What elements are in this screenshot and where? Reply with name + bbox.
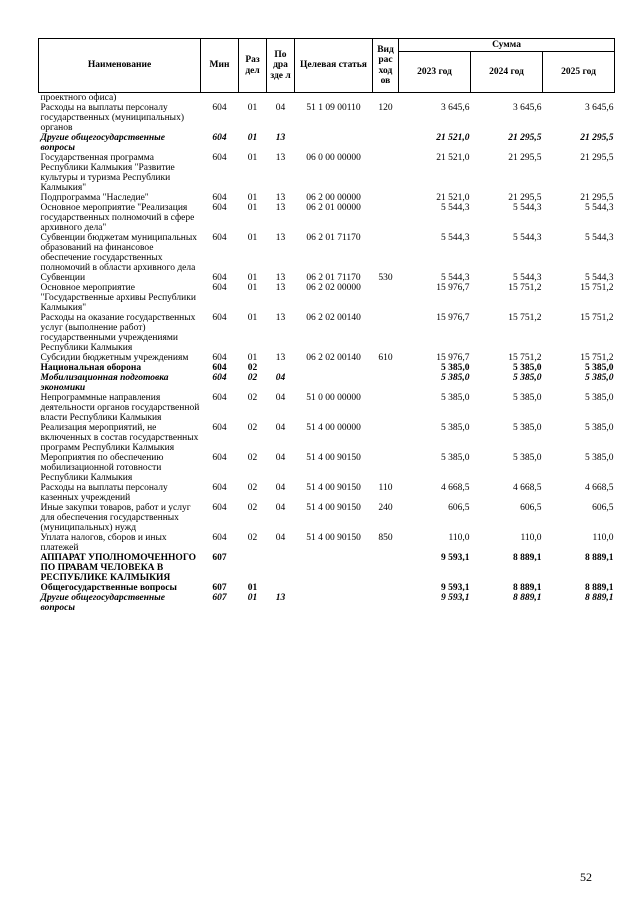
row-sum-2025: 8 889,1 <box>585 583 614 593</box>
row-sum-2024: 5 544,3 <box>513 233 542 243</box>
header-section: Раз дел <box>239 39 267 93</box>
row-sum-2024: 5 544,3 <box>513 203 542 213</box>
row-sum-2025: 5 385,0 <box>585 423 614 433</box>
row-section: 02 <box>247 483 258 493</box>
row-sum-2024: 3 645,6 <box>513 103 542 113</box>
row-exp-type <box>373 153 399 193</box>
row-name: Субсидии бюджетным учреждениям <box>40 353 189 363</box>
table-row <box>39 533 615 553</box>
row-target: 51 4 00 90150 <box>306 503 361 513</box>
row-target: 06 2 02 00140 <box>306 353 361 363</box>
row-sum-2023: 110,0 <box>448 533 470 543</box>
row-section: 01 <box>247 153 258 163</box>
header-year-2023: 2023 год <box>399 52 471 93</box>
row-subsection: 04 <box>275 423 286 433</box>
table-row <box>39 423 615 453</box>
row-exp-type: 850 <box>378 533 393 543</box>
row-sum-2025: 15 751,2 <box>580 283 614 293</box>
row-sum-2023: 4 668,5 <box>441 483 470 493</box>
table-row <box>39 153 615 193</box>
row-name: Расходы на оказание государственных услуг (выполнение работ) государственными учреждениями Республики Калмыкия <box>40 313 196 353</box>
row-subsection: 04 <box>275 453 286 463</box>
row-min: 604 <box>212 193 227 203</box>
header-subsection: По дра зде л <box>267 39 295 93</box>
row-name: Другие общегосударственные вопросы <box>40 593 165 613</box>
row-section <box>239 553 267 583</box>
row-target: 51 1 09 00110 <box>306 103 361 113</box>
row-exp-type <box>373 93 399 104</box>
row-sum-2024: 15 751,2 <box>508 313 542 323</box>
row-sum-2023: 15 976,7 <box>436 313 470 323</box>
row-min: 604 <box>212 203 227 213</box>
row-sum-2025: 5 385,0 <box>585 373 614 383</box>
row-sum-2025: 5 544,3 <box>585 203 614 213</box>
row-exp-type <box>373 423 399 453</box>
row-sum-2024: 15 751,2 <box>508 283 542 293</box>
row-sum-2025: 5 385,0 <box>585 363 614 373</box>
row-section: 01 <box>247 233 258 243</box>
row-sum-2023: 5 385,0 <box>441 363 470 373</box>
table-row <box>39 363 615 373</box>
row-section <box>239 93 267 104</box>
row-min: 604 <box>212 283 227 293</box>
row-target <box>295 373 373 393</box>
row-sum-2023: 15 976,7 <box>436 283 470 293</box>
row-sum-2025 <box>543 93 615 104</box>
row-min: 604 <box>212 313 227 323</box>
row-sum-2025: 15 751,2 <box>580 313 614 323</box>
row-target: 51 0 00 00000 <box>306 393 361 403</box>
row-name: Уплата налогов, сборов и иных платежей <box>40 533 167 553</box>
row-sum-2024: 15 751,2 <box>508 353 542 363</box>
row-subsection: 13 <box>275 593 286 603</box>
row-target: 51 4 00 00000 <box>306 423 361 433</box>
row-sum-2024: 606,5 <box>520 503 542 513</box>
row-sum-2023: 15 976,7 <box>436 353 470 363</box>
row-exp-type <box>373 193 399 203</box>
row-exp-type <box>373 133 399 153</box>
table-row <box>39 133 615 153</box>
row-sum-2025: 3 645,6 <box>585 103 614 113</box>
row-min: 604 <box>212 103 227 113</box>
header-name: Наименование <box>39 39 201 93</box>
row-name: проектного офиса) <box>40 93 117 103</box>
row-subsection: 13 <box>275 353 286 363</box>
row-sum-2024: 21 295,5 <box>508 193 542 203</box>
header-sum: Сумма <box>399 39 615 52</box>
row-exp-type <box>373 453 399 483</box>
row-sum-2025: 5 385,0 <box>585 453 614 463</box>
row-sum-2023: 3 645,6 <box>441 103 470 113</box>
row-target: 51 4 00 90150 <box>306 533 361 543</box>
row-section: 01 <box>247 193 258 203</box>
row-section: 01 <box>247 313 258 323</box>
row-subsection: 04 <box>275 503 286 513</box>
row-sum-2023: 5 385,0 <box>441 373 470 383</box>
row-target <box>295 583 373 593</box>
table-row <box>39 553 615 583</box>
row-subsection: 13 <box>275 133 286 143</box>
row-name: Мобилизационная подготовка экономики <box>40 373 169 393</box>
row-sum-2024: 5 385,0 <box>513 453 542 463</box>
row-target: 51 4 00 90150 <box>306 453 361 463</box>
row-section: 02 <box>247 453 258 463</box>
row-subsection: 04 <box>275 533 286 543</box>
row-subsection <box>267 93 295 104</box>
row-sum-2023: 5 385,0 <box>441 393 470 403</box>
row-min: 604 <box>212 373 227 383</box>
row-section: 01 <box>247 583 258 593</box>
row-sum-2025: 4 668,5 <box>585 483 614 493</box>
row-name: Общегосударственные вопросы <box>40 583 177 593</box>
row-sum-2025: 606,5 <box>592 503 614 513</box>
row-sum-2025: 8 889,1 <box>585 593 614 603</box>
row-subsection <box>267 583 295 593</box>
row-exp-type <box>373 553 399 583</box>
row-section: 01 <box>247 283 258 293</box>
row-name: Расходы на выплаты персоналу государственных (муниципальных) органов <box>40 103 184 133</box>
table-row <box>39 353 615 363</box>
row-target <box>295 93 373 104</box>
row-min: 607 <box>212 583 227 593</box>
table-body <box>39 93 615 614</box>
row-sum-2023: 9 593,1 <box>441 583 470 593</box>
row-name: Субвенции бюджетам муниципальных образований на финансовое обеспечение государственных полномочий в области архивного дела <box>40 233 197 273</box>
row-sum-2024: 5 385,0 <box>513 423 542 433</box>
row-section: 01 <box>247 273 258 283</box>
table-row <box>39 583 615 593</box>
row-name: Реализация мероприятий, не включенных в состав государственных программ Республики Калмыкия <box>40 423 199 453</box>
row-min <box>201 93 239 104</box>
row-subsection: 13 <box>275 193 286 203</box>
row-sum-2025: 8 889,1 <box>585 553 614 563</box>
row-section: 02 <box>247 423 258 433</box>
row-exp-type <box>373 313 399 353</box>
row-min: 604 <box>212 153 227 163</box>
table-row <box>39 503 615 533</box>
row-exp-type: 240 <box>378 503 393 513</box>
table-row <box>39 373 615 393</box>
row-section: 01 <box>247 203 258 213</box>
row-sum-2024: 5 385,0 <box>513 393 542 403</box>
table-row <box>39 203 615 233</box>
row-subsection: 13 <box>275 313 286 323</box>
row-name: АППАРАТ УПОЛНОМОЧЕННОГО ПО ПРАВАМ ЧЕЛОВЕКА В РЕСПУБЛИКЕ КАЛМЫКИЯ <box>40 553 197 583</box>
row-name: Основное мероприятие "Реализация государственных полномочий в сфере архивного дела" <box>40 203 195 233</box>
row-exp-type: 610 <box>378 353 393 363</box>
row-subsection: 13 <box>275 203 286 213</box>
row-sum-2024 <box>471 93 543 104</box>
header-year-2024: 2024 год <box>471 52 543 93</box>
row-name: Основное мероприятие "Государственные архивы Республики Калмыкия" <box>40 283 196 313</box>
table-row <box>39 273 615 283</box>
row-sum-2023: 21 521,0 <box>436 133 470 143</box>
row-exp-type <box>373 373 399 393</box>
row-exp-type <box>373 233 399 273</box>
row-sum-2025: 5 544,3 <box>585 273 614 283</box>
row-section: 02 <box>247 363 258 373</box>
header-year-2025: 2025 год <box>543 52 615 93</box>
row-subsection: 13 <box>275 273 286 283</box>
row-target: 51 4 00 90150 <box>306 483 361 493</box>
row-sum-2023 <box>399 93 471 104</box>
row-sum-2024: 5 385,0 <box>513 373 542 383</box>
row-target: 06 2 00 00000 <box>306 193 361 203</box>
row-target <box>295 553 373 583</box>
row-name: Национальная оборона <box>40 363 142 373</box>
row-min: 604 <box>212 393 227 403</box>
row-sum-2023: 606,5 <box>448 503 470 513</box>
row-exp-type <box>373 203 399 233</box>
row-section: 02 <box>247 393 258 403</box>
header-target: Целевая статья <box>295 39 373 93</box>
row-sum-2023: 21 521,0 <box>436 193 470 203</box>
row-min: 604 <box>212 133 227 143</box>
row-sum-2024: 5 544,3 <box>513 273 542 283</box>
row-name: Другие общегосударственные вопросы <box>40 133 165 153</box>
budget-table <box>38 38 615 613</box>
row-name: Непрограммные направления деятельности органов государственной власти Республики Калмыкия <box>40 393 200 423</box>
row-sum-2025: 15 751,2 <box>580 353 614 363</box>
row-min: 604 <box>212 273 227 283</box>
row-sum-2024: 8 889,1 <box>513 593 542 603</box>
row-target <box>295 133 373 153</box>
row-name: Подпрограмма "Наследие" <box>40 193 149 203</box>
row-exp-type: 110 <box>378 483 393 493</box>
row-min: 604 <box>212 533 227 543</box>
row-sum-2023: 5 385,0 <box>441 453 470 463</box>
header-exp-type: Вид рас ход ов <box>373 39 399 93</box>
table-row <box>39 313 615 353</box>
row-min: 604 <box>212 363 227 373</box>
row-sum-2025: 21 295,5 <box>580 153 614 163</box>
row-target: 06 2 02 00140 <box>306 313 361 323</box>
row-subsection <box>267 363 295 373</box>
row-sum-2023: 5 544,3 <box>441 273 470 283</box>
row-subsection: 04 <box>275 373 286 383</box>
row-sum-2025: 21 295,5 <box>580 193 614 203</box>
table-row <box>39 593 615 613</box>
row-exp-type <box>373 393 399 423</box>
row-sum-2025: 21 295,5 <box>580 133 614 143</box>
row-section: 01 <box>247 353 258 363</box>
row-min: 607 <box>212 593 227 603</box>
table-header <box>39 39 615 93</box>
row-subsection: 04 <box>275 483 286 493</box>
row-target: 06 2 01 71170 <box>306 273 361 283</box>
row-exp-type <box>373 583 399 593</box>
row-min: 604 <box>212 353 227 363</box>
row-sum-2025: 110,0 <box>592 533 614 543</box>
row-min: 604 <box>212 483 227 493</box>
row-min: 604 <box>212 503 227 513</box>
row-name: Расходы на выплаты персоналу казенных учреждений <box>40 483 168 503</box>
row-subsection: 13 <box>275 153 286 163</box>
row-subsection: 04 <box>275 103 286 113</box>
row-exp-type: 120 <box>378 103 393 113</box>
table-row <box>39 233 615 273</box>
row-target: 06 2 01 00000 <box>306 203 361 213</box>
budget-page <box>38 38 614 613</box>
row-sum-2025: 5 544,3 <box>585 233 614 243</box>
page-number: 52 <box>580 870 592 884</box>
table-row <box>39 93 615 104</box>
row-sum-2024: 8 889,1 <box>513 583 542 593</box>
row-section: 02 <box>247 533 258 543</box>
row-exp-type <box>373 593 399 613</box>
row-sum-2024: 21 295,5 <box>508 153 542 163</box>
table-row <box>39 483 615 503</box>
row-target: 06 2 01 71170 <box>306 233 361 243</box>
row-sum-2023: 5 544,3 <box>441 203 470 213</box>
row-name: Иные закупки товаров, работ и услуг для обеспечения государственных (муниципальных) нужд <box>40 503 191 533</box>
row-target <box>295 593 373 613</box>
row-sum-2023: 9 593,1 <box>441 553 470 563</box>
row-subsection <box>267 553 295 583</box>
row-sum-2023: 21 521,0 <box>436 153 470 163</box>
row-section: 02 <box>247 373 258 383</box>
table-row <box>39 393 615 423</box>
row-exp-type <box>373 363 399 373</box>
row-section: 02 <box>247 503 258 513</box>
row-name: Мероприятия по обеспечению мобилизационной готовности Республики Калмыкия <box>40 453 164 483</box>
table-row <box>39 283 615 313</box>
table-row <box>39 453 615 483</box>
row-sum-2025: 5 385,0 <box>585 393 614 403</box>
row-sum-2024: 4 668,5 <box>513 483 542 493</box>
row-section: 01 <box>247 593 258 603</box>
row-sum-2023: 5 385,0 <box>441 423 470 433</box>
row-exp-type: 530 <box>378 273 393 283</box>
row-subsection: 04 <box>275 393 286 403</box>
row-exp-type <box>373 283 399 313</box>
table-row <box>39 103 615 133</box>
row-sum-2024: 5 385,0 <box>513 363 542 373</box>
row-section: 01 <box>247 103 258 113</box>
row-sum-2024: 8 889,1 <box>513 553 542 563</box>
row-min: 604 <box>212 233 227 243</box>
row-section: 01 <box>247 133 258 143</box>
row-target <box>295 363 373 373</box>
header-min: Мин <box>201 39 239 93</box>
table-row <box>39 193 615 203</box>
row-min: 604 <box>212 423 227 433</box>
row-target: 06 0 00 00000 <box>306 153 361 163</box>
row-sum-2024: 110,0 <box>520 533 542 543</box>
row-sum-2024: 21 295,5 <box>508 133 542 143</box>
row-min: 604 <box>212 453 227 463</box>
row-target: 06 2 02 00000 <box>306 283 361 293</box>
row-sum-2023: 5 544,3 <box>441 233 470 243</box>
row-min: 607 <box>212 553 227 563</box>
row-subsection: 13 <box>275 233 286 243</box>
row-name: Государственная программа Республики Калмыкия "Развитие культуры и туризма Республики Калмыкия" <box>40 153 175 193</box>
row-subsection: 13 <box>275 283 286 293</box>
row-sum-2023: 9 593,1 <box>441 593 470 603</box>
row-name: Субвенции <box>40 273 86 283</box>
